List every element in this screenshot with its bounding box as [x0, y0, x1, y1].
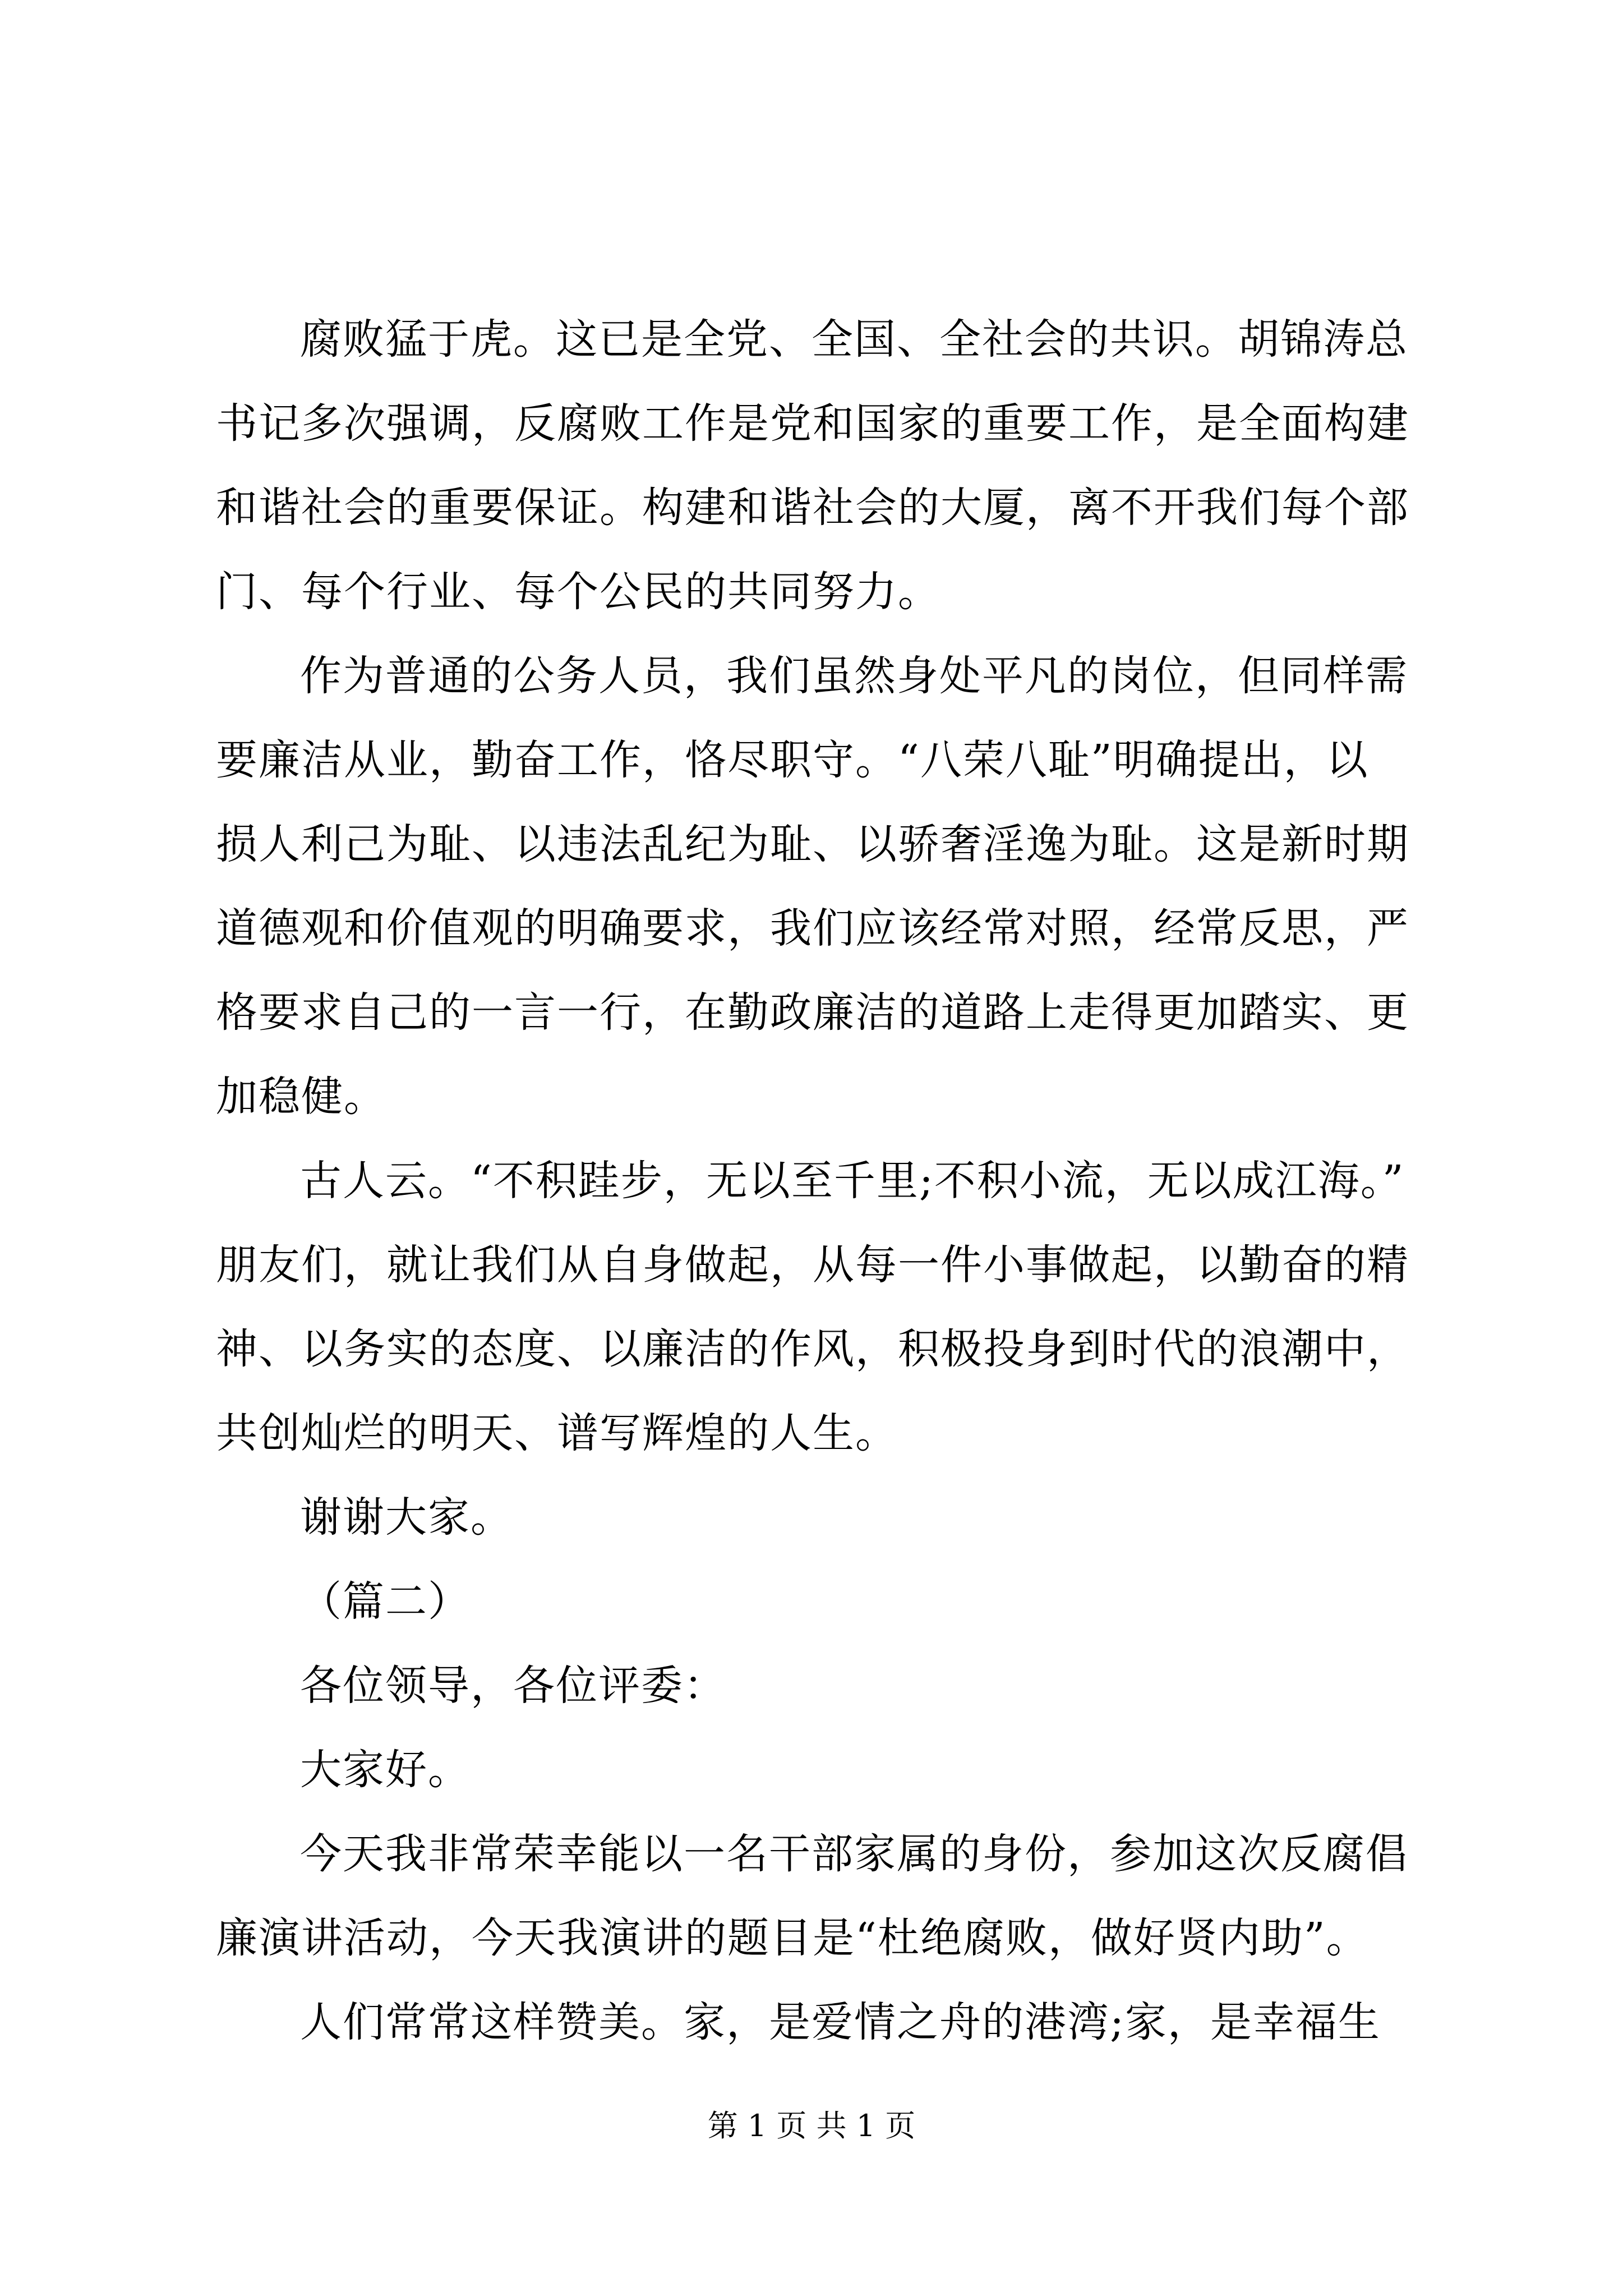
- text-line: 各位领导，各位评委：: [300, 1662, 726, 1710]
- text-line: 要廉洁从业，勤奋工作，恪尽职守。“八荣八耻”明确提出，以: [216, 736, 1369, 784]
- text-line: 廉演讲活动，今天我演讲的题目是“杜绝腐败，做好贤内助”。: [216, 1914, 1369, 1962]
- text-line: 谢谢大家。: [300, 1493, 513, 1542]
- text-line: 加稳健。: [216, 1073, 386, 1121]
- text-line: 共创灿烂的明天、谱写辉煌的人生。: [216, 1409, 898, 1457]
- text-line: 作为普通的公务人员，我们虽然身处平凡的岗位，但同样需: [300, 652, 1408, 700]
- text-line: 今天我非常荣幸能以一名干部家属的身份，参加这次反腐倡: [300, 1830, 1408, 1878]
- text-line: 格要求自己的一言一行，在勤政廉洁的道路上走得更加踏实、更: [216, 988, 1409, 1037]
- text-line: 和谐社会的重要保证。构建和谐社会的大厦，离不开我们每个部: [216, 484, 1409, 532]
- text-line: 门、每个行业、每个公民的共同努力。: [216, 568, 940, 616]
- text-line: 神、以务实的态度、以廉洁的作风，积极投身到时代的浪潮中，: [216, 1325, 1409, 1373]
- section-heading: （篇二）: [300, 1577, 471, 1626]
- text-line: 书记多次强调，反腐败工作是党和国家的重要工作，是全面构建: [216, 399, 1409, 448]
- text-line: 道德观和价值观的明确要求，我们应该经常对照，经常反思，严: [216, 904, 1409, 953]
- text-line: 古人云。“不积跬步，无以至千里;不积小流，无以成江海。”: [300, 1157, 1405, 1205]
- document-body: [216, 297, 1427, 2064]
- text-line: 大家好。: [300, 1746, 471, 1794]
- text-line: 腐败猛于虎。这已是全党、全国、全社会的共识。胡锦涛总: [300, 315, 1408, 364]
- text-line: 损人利己为耻、以违法乱纪为耻、以骄奢淫逸为耻。这是新时期: [216, 820, 1409, 868]
- page-footer: 第 1 页 共 1 页: [707, 2108, 916, 2143]
- text-line: 朋友们，就让我们从自身做起，从每一件小事做起，以勤奋的精: [216, 1241, 1409, 1289]
- text-line: 人们常常这样赞美。家，是爱情之舟的港湾;家，是幸福生: [300, 1998, 1381, 2046]
